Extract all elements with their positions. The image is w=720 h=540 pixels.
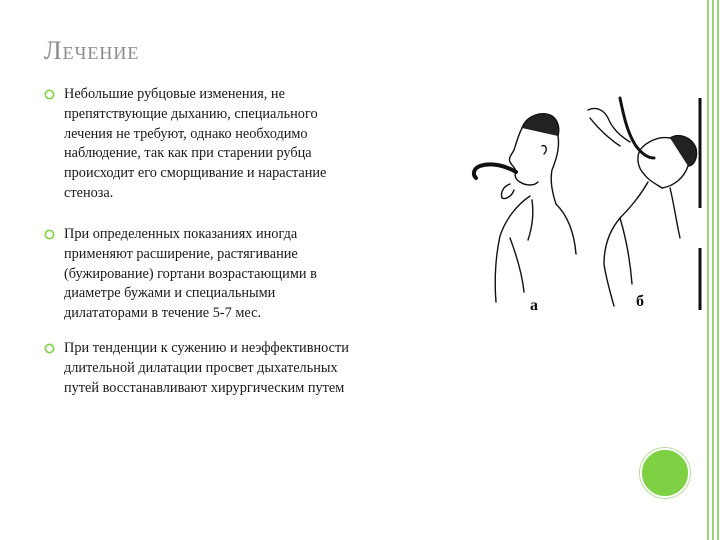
bullet-text: При тенденции к сужению и неэффективности длительной дилатации просвет дыхательных путей восстанавливают хирургическим путем (64, 340, 349, 396)
slide-border-decoration (707, 0, 720, 540)
laryngeal-dilation-illustration (470, 88, 706, 318)
figure-label-right: б (636, 293, 644, 310)
border-line (717, 0, 719, 540)
hollow-circle-bullet-icon (44, 343, 55, 354)
patient-figure-right (588, 98, 697, 306)
border-line (707, 0, 709, 540)
hollow-circle-bullet-icon (44, 229, 55, 240)
patient-figure-left (474, 114, 576, 302)
border-line (712, 0, 714, 540)
decorative-circle (640, 448, 690, 498)
bullet-text: Небольшие рубцовые изменения, не препятствующие дыханию, специального лечения не требуют, однако необходимо наблюдение, так как при старении рубца происходит его сморщивание и нарастание стеноза. (64, 86, 327, 201)
figure-label-left: а (530, 297, 538, 314)
hollow-circle-bullet-icon (44, 89, 55, 100)
bullet-text: При определенных показаниях иногда применяют расширение, растягивание (бужирование) гортани возрастающими в диаметре бужами и специальными дилататорами в течение 5-7 мес. (64, 226, 317, 322)
slide-title: Лечение (44, 36, 140, 65)
